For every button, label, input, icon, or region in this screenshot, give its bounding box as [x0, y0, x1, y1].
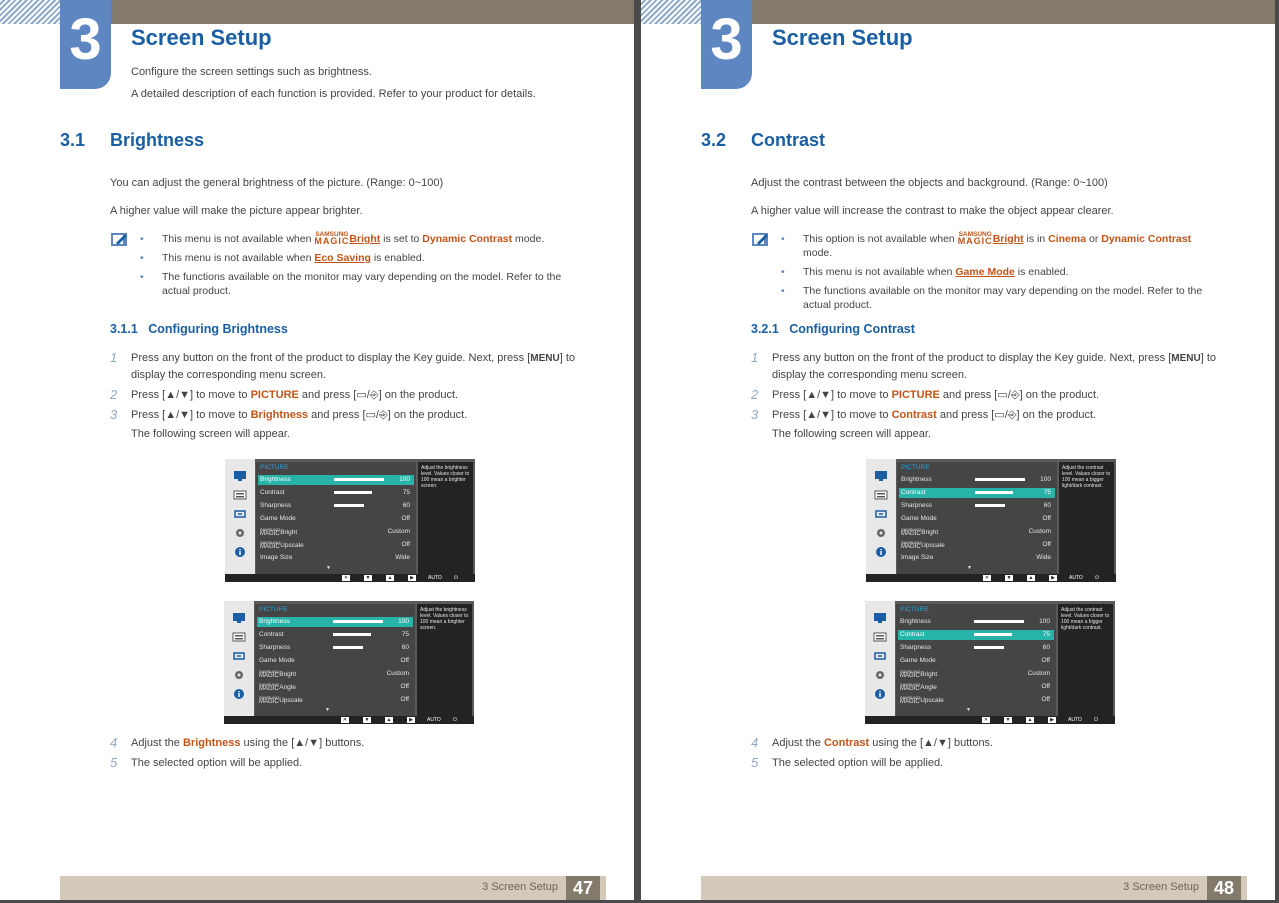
- osd-row-label: [259, 683, 296, 691]
- page-footer: [60, 876, 606, 900]
- osd-row-value: Off: [401, 515, 410, 522]
- osd-key-guide: [225, 574, 475, 582]
- osd-level-bar: [974, 633, 1012, 636]
- osd-row-label: [259, 696, 303, 704]
- samsung-magic-logo: [901, 528, 921, 536]
- osd-row-value: Wide: [1036, 554, 1051, 561]
- osd-row-value: 100: [1039, 618, 1050, 625]
- samsung-magic-logo: [900, 683, 920, 691]
- osd-row-label: [900, 631, 925, 638]
- hatch-pattern: [0, 0, 60, 24]
- display-settings-icon: [232, 632, 246, 642]
- info-icon: [232, 689, 246, 699]
- monitor-icon: [232, 613, 246, 623]
- osd-row-value: Off: [1041, 696, 1050, 703]
- osd-key-guide-button: ▶: [1049, 575, 1057, 581]
- osd-icon-column: [866, 459, 896, 574]
- osd-scroll-arrow: ▼: [966, 707, 971, 713]
- osd-row-label: [900, 657, 936, 664]
- note-item-3: • The functions available on the monitor may vary depending on the model. Refer to the actual product.: [140, 271, 562, 297]
- osd-menu-row: [258, 488, 414, 498]
- osd-row-label: [259, 644, 290, 651]
- osd-row-label: [901, 554, 934, 561]
- note-list: [140, 232, 580, 303]
- osd-row-label-text: Contrast: [260, 489, 285, 496]
- magic-logo-small: SAMSUNG: [900, 669, 921, 674]
- magic-logo-small: SAMSUNG: [260, 527, 281, 532]
- osd-row-label: [901, 541, 945, 549]
- note-term: Dynamic Contrast: [422, 233, 513, 245]
- osd-row-value: Off: [400, 683, 409, 690]
- osd-row-value: 60: [402, 502, 410, 509]
- hatch-pattern: [641, 0, 701, 24]
- gear-icon: [874, 528, 888, 538]
- osd-icon-column: [224, 601, 254, 716]
- note-term: Cinema: [1048, 233, 1087, 245]
- osd-row-label: [260, 489, 285, 496]
- osd-row-label-text: Brightness: [259, 618, 290, 625]
- note-link[interactable]: Eco Saving: [314, 252, 371, 264]
- osd-menu-screenshot: [224, 601, 474, 724]
- osd-row-label: [259, 631, 284, 638]
- osd-row-label: [260, 528, 297, 536]
- osd-row-value: 60: [1043, 502, 1051, 509]
- magic-logo-big: MAGIC: [260, 544, 280, 550]
- input-source-icon: [233, 509, 247, 519]
- chapter-number: 3: [60, 0, 111, 89]
- osd-row-label: [260, 476, 291, 483]
- magic-logo-small: SAMSUNG: [900, 682, 921, 687]
- note-item-2: • This menu is not available when Eco Saving is enabled.: [140, 252, 425, 264]
- osd-help-text: Adjust the contrast level. Values closer to 100 mean a bigger light/dark contrast.: [1058, 604, 1113, 716]
- osd-row-value: 60: [401, 644, 409, 651]
- osd-row-label: [260, 515, 296, 522]
- osd-level-bar: [333, 646, 363, 649]
- osd-row-value: 100: [399, 476, 410, 483]
- osd-menu-screenshot: [866, 459, 1116, 582]
- magic-logo-small: SAMSUNG: [958, 231, 992, 238]
- note-text: is set to: [380, 233, 423, 245]
- section-title: Brightness: [110, 130, 205, 150]
- osd-key-guide-button: ▼: [364, 717, 370, 723]
- magic-logo-big: MAGIC: [259, 699, 279, 705]
- magic-logo-big: MAGIC: [259, 673, 279, 679]
- osd-menu-row: [898, 695, 1054, 705]
- osd-menu-header: PICTURE: [260, 464, 289, 471]
- osd-key-guide-button: ▶: [407, 717, 415, 723]
- section-paragraph-2: A higher value will increase the contrast to make the object appear clearer.: [751, 205, 1114, 217]
- osd-key-guide-button: ▼: [365, 575, 371, 581]
- osd-row-value: 100: [398, 618, 409, 625]
- osd-key-guide: [224, 716, 474, 724]
- osd-menu-row: [257, 695, 413, 705]
- osd-row-value: 75: [402, 489, 410, 496]
- osd-row-label-text: Contrast: [259, 631, 284, 638]
- osd-row-value: Custom: [386, 670, 409, 677]
- osd-auto-label: AUTO: [428, 575, 442, 581]
- osd-row-label-text: Image Size: [901, 554, 934, 561]
- info-icon: [874, 547, 888, 557]
- osd-menu-row: [899, 501, 1055, 511]
- samsung-magic-logo: [900, 670, 920, 678]
- osd-help-text: Adjust the brightness level. Values closer to 100 mean a brighter screen.: [417, 604, 472, 716]
- osd-menu-row: [258, 553, 414, 563]
- osd-menu-list: [897, 462, 1057, 574]
- samsung-magic-logo: [958, 232, 993, 246]
- osd-key-guide-button: ✕: [983, 717, 989, 723]
- note-term: Dynamic Contrast: [1101, 233, 1192, 245]
- osd-row-value: Off: [1041, 657, 1050, 664]
- osd-row-label-text: Sharpness: [259, 644, 291, 651]
- osd-row-value: Wide: [395, 554, 410, 561]
- osd-row-value: Off: [401, 541, 410, 548]
- osd-menu-row: [257, 643, 413, 653]
- section-paragraph-2: A higher value will make the picture appear brighter.: [110, 205, 363, 217]
- power-icon: ⏻: [454, 575, 458, 581]
- note-text: is in: [1023, 233, 1049, 245]
- osd-row-label-text: Bright: [921, 529, 939, 536]
- osd-menu-row: [899, 514, 1055, 524]
- osd-row-label: [260, 541, 304, 549]
- note-link[interactable]: Game Mode: [955, 266, 1015, 278]
- section-paragraph-1: You can adjust the general brightness of the picture. (Range: 0~100): [110, 177, 444, 189]
- intro-line-2: A detailed description of each function is provided. Refer to your product for details.: [131, 88, 536, 100]
- osd-menu-row: [899, 553, 1055, 563]
- gear-icon: [232, 670, 246, 680]
- osd-menu-screenshot: [865, 601, 1115, 724]
- osd-row-label: [260, 554, 293, 561]
- osd-row-value: 60: [1042, 644, 1050, 651]
- intro-line-1: Configure the screen settings such as brightness.: [131, 66, 372, 78]
- note-text: mode.: [512, 233, 545, 245]
- osd-row-label: [900, 618, 931, 625]
- osd-menu-screenshot: [225, 459, 475, 582]
- note-link[interactable]: Bright: [349, 233, 381, 245]
- osd-row-value: 75: [1042, 631, 1050, 638]
- input-source-icon: [873, 651, 887, 661]
- osd-level-bar: [975, 478, 1025, 481]
- note-link[interactable]: Bright: [992, 233, 1024, 245]
- osd-row-label: [901, 476, 932, 483]
- osd-key-guide-button: ✕: [343, 575, 349, 581]
- osd-menu-row: [898, 669, 1054, 679]
- osd-menu-header: PICTURE: [900, 606, 929, 613]
- manual-page: 3 Screen Setup 3.2 Contrast Adjust the contrast between the objects and background. (Range: 0~100) A higher value will increase the contrast to make the object appear clearer. • This option is not available when SAMSUNG MAGICBright is in Cinema or Dynamic Contrast mode. • This menu is not available when Game Mode is enabled. • The functions available on the monitor may vary depending on the model. Refer to the actual product. 3.2.1 Configuring Contrast 1 Press any button on the front of the product to display the Key guide. Next, press [MENU] to display the corresponding menu screen. 2 Press [▲/▼] to move to PICTURE and press [▭/⎆] on the product. 3 Press [▲/▼] to move to Contrast and press [▭/⎆] on the product. The following screen will appear. PICTURE Brightness 100 Contrast 75 Sharpness 60 Game Mode Off SAMSUNG MAGICBright Custom SAMSUNG MAGICUpscale Off Image Size Wide ▼ Adjust the contrast level. Values closer to 100 mean a bigger light/dark contrast. ✕ ▼ ▲ ▶ AUTO ⏻ PICTURE Brightness 100 Contrast 75 Sharpness 60 Game Mode Off SAMSUNG MAGICBright Custom SAMSUNG MAGICAngle Off SAMSUNG MAGICUpscale Off ▼ Adjust the contrast level. Values closer to 100 mean a bigger light/dark contrast. ✕ ▼ ▲ ▶ AUTO ⏻ 4 Adjust the Contrast using the [▲/▼] buttons. 5 The selected option will be applied. 3 Screen Setup 48: [641, 0, 1275, 900]
- osd-icon-column: [225, 459, 255, 574]
- osd-level-bar: [334, 504, 364, 507]
- samsung-magic-logo: [314, 232, 349, 246]
- osd-key-guide-button: ▼: [1006, 575, 1012, 581]
- chapter-title: Screen Setup: [772, 25, 913, 50]
- osd-row-label: [259, 670, 296, 678]
- osd-row-label-text: Game Mode: [260, 515, 296, 522]
- osd-key-guide-button: ✕: [984, 575, 990, 581]
- magic-logo-big: MAGIC: [259, 686, 279, 692]
- footer-chapter-text: 3 Screen Setup: [482, 881, 558, 893]
- note-pencil-icon: [751, 232, 769, 247]
- monitor-icon: [233, 471, 247, 481]
- osd-row-label-text: Brightness: [260, 476, 291, 483]
- osd-menu-row: [258, 527, 414, 537]
- page-number: 48: [1207, 876, 1241, 900]
- monitor-icon: [873, 613, 887, 623]
- osd-row-value: Off: [1041, 683, 1050, 690]
- osd-row-label: [901, 502, 932, 509]
- osd-key-guide-button: ▲: [1028, 575, 1034, 581]
- osd-row-label-text: Bright: [920, 671, 938, 678]
- osd-row-value: Off: [400, 696, 409, 703]
- osd-level-bar: [974, 620, 1024, 623]
- note-item-1: • This menu is not available when SAMSUNG MAGICBright is set to Dynamic Contrast mode.: [140, 231, 545, 246]
- osd-menu-row: [899, 540, 1055, 550]
- osd-auto-label: AUTO: [1068, 717, 1082, 723]
- power-icon: ⏻: [453, 717, 457, 723]
- osd-row-label: [901, 489, 926, 496]
- osd-row-label-text: Brightness: [901, 476, 932, 483]
- magic-logo-small: SAMSUNG: [259, 695, 280, 700]
- osd-row-label: [900, 644, 931, 651]
- manual-page: 3 Screen Setup Configure the screen settings such as brightness. A detailed description of each function is provided. Refer to your product for details. 3.1 Brightness You can adjust the general brightness of the picture. (Range: 0~100) A higher value will make the picture appear brighter. • This menu is not available when SAMSUNG MAGICBright is set to Dynamic Contrast mode. • This menu is not available when Eco Saving is enabled. • The functions available on the monitor may vary depending on the model. Refer to the actual product. 3.1.1 Configuring Brightness 1 Press any button on the front of the product to display the Key guide. Next, press [MENU] to display the corresponding menu screen. 2 Press [▲/▼] to move to PICTURE and press [▭/⎆] on the product. 3 Press [▲/▼] to move to Brightness and press [▭/⎆] on the product. The following screen will appear. PICTURE Brightness 100 Contrast 75 Sharpness 60 Game Mode Off SAMSUNG MAGICBright Custom SAMSUNG MAGICUpscale Off Image Size Wide ▼ Adjust the brightness level. Values closer to 100 mean a brighter screen. ✕ ▼ ▲ ▶ AUTO ⏻ PICTURE Brightness 100 Contrast 75 Sharpness 60 Game Mode Off SAMSUNG MAGICBright Custom SAMSUNG MAGICAngle Off SAMSUNG MAGICUpscale Off ▼ Adjust the brightness level. Values closer to 100 mean a brighter screen. ✕ ▼ ▲ ▶ AUTO ⏻ 4 Adjust the Brightness using the [▲/▼] buttons. 5 The selected option will be applied. 3 Screen Setup 47: [0, 0, 634, 900]
- osd-row-label: [260, 502, 291, 509]
- magic-logo-big: MAGIC: [900, 699, 920, 705]
- osd-key-guide: [865, 716, 1115, 724]
- osd-level-bar: [333, 633, 371, 636]
- osd-row-value: Custom: [1028, 528, 1051, 535]
- osd-row-label-text: Upscale: [921, 542, 945, 549]
- osd-row-label-text: Sharpness: [900, 644, 932, 651]
- osd-menu-header: PICTURE: [259, 606, 288, 613]
- osd-menu-row: [257, 630, 413, 640]
- osd-key-guide-button: ✕: [342, 717, 348, 723]
- osd-level-bar: [974, 646, 1004, 649]
- osd-level-bar: [975, 504, 1005, 507]
- osd-key-guide-button: ▼: [1005, 717, 1011, 723]
- magic-logo-big: MAGIC: [900, 686, 920, 692]
- osd-auto-label: AUTO: [427, 717, 441, 723]
- osd-menu-row: [898, 656, 1054, 666]
- info-icon: [233, 547, 247, 557]
- osd-menu-row: [258, 501, 414, 511]
- osd-menu-row: [899, 488, 1055, 498]
- samsung-magic-logo: [260, 528, 280, 536]
- osd-scroll-arrow: ▼: [967, 565, 972, 571]
- osd-key-guide-button: ▶: [408, 575, 416, 581]
- samsung-magic-logo: [259, 670, 279, 678]
- section-number: 3.2: [701, 130, 727, 150]
- osd-menu-row: [898, 630, 1054, 640]
- section-number: 3.1: [60, 130, 86, 150]
- osd-level-bar: [333, 620, 383, 623]
- section-paragraph-1: Adjust the contrast between the objects and background. (Range: 0~100): [751, 177, 1108, 189]
- samsung-magic-logo: [260, 541, 280, 549]
- note-list: [781, 232, 1221, 317]
- osd-help-text: Adjust the brightness level. Values closer to 100 mean a brighter screen.: [418, 462, 473, 574]
- magic-logo-small: SAMSUNG: [259, 669, 280, 674]
- note-text: This menu is not available when: [162, 233, 315, 245]
- osd-row-label: [901, 515, 937, 522]
- osd-menu-header: PICTURE: [901, 464, 930, 471]
- osd-menu-row: [257, 669, 413, 679]
- magic-logo-big: MAGIC: [957, 236, 993, 246]
- magic-logo-big: MAGIC: [260, 531, 280, 537]
- osd-menu-row: [899, 527, 1055, 537]
- section-title: Contrast: [751, 130, 826, 150]
- note-pencil-icon: [110, 232, 128, 247]
- osd-menu-row: [899, 475, 1055, 485]
- osd-row-value: 100: [1040, 476, 1051, 483]
- note-item-1: • This option is not available when SAMSUNG MAGICBright is in Cinema or Dynamic Contrast mode.: [781, 231, 1192, 259]
- subsection-title: 3.1.1 Configuring Brightness: [110, 322, 288, 336]
- power-icon: ⏻: [1095, 575, 1099, 581]
- note-text: or: [1086, 233, 1102, 245]
- osd-row-label: [900, 683, 937, 691]
- samsung-magic-logo: [259, 696, 279, 704]
- osd-key-guide-button: ▲: [1027, 717, 1033, 723]
- samsung-magic-logo: [901, 541, 921, 549]
- magic-logo-small: SAMSUNG: [259, 682, 280, 687]
- osd-menu-row: [898, 682, 1054, 692]
- chapter-title: Screen Setup: [131, 25, 272, 50]
- osd-row-value: Off: [400, 657, 409, 664]
- gear-icon: [873, 670, 887, 680]
- osd-row-value: 75: [1043, 489, 1051, 496]
- osd-menu-row: [898, 643, 1054, 653]
- osd-row-label: [900, 696, 944, 704]
- input-source-icon: [232, 651, 246, 661]
- osd-menu-row: [257, 656, 413, 666]
- osd-row-value: Off: [1042, 541, 1051, 548]
- magic-logo-big: MAGIC: [901, 544, 921, 550]
- osd-menu-row: [257, 617, 413, 627]
- magic-logo-big: MAGIC: [900, 673, 920, 679]
- magic-logo-small: SAMSUNG: [260, 540, 281, 545]
- magic-logo-big: MAGIC: [901, 531, 921, 537]
- osd-menu-list: [896, 604, 1056, 716]
- osd-key-guide-button: ▶: [1048, 717, 1056, 723]
- osd-row-label-text: Contrast: [901, 489, 926, 496]
- magic-logo-small: SAMSUNG: [315, 231, 349, 238]
- osd-menu-row: [258, 514, 414, 524]
- magic-logo-big: MAGIC: [314, 236, 350, 246]
- osd-row-value: Custom: [1027, 670, 1050, 677]
- osd-level-bar: [334, 491, 372, 494]
- power-icon: ⏻: [1094, 717, 1098, 723]
- osd-row-label: [259, 657, 295, 664]
- input-source-icon: [874, 509, 888, 519]
- osd-row-value: Off: [1042, 515, 1051, 522]
- osd-row-label: [259, 618, 290, 625]
- osd-row-label-text: Game Mode: [901, 515, 937, 522]
- osd-level-bar: [975, 491, 1013, 494]
- osd-row-label-text: Image Size: [260, 554, 293, 561]
- osd-row-label-text: Brightness: [900, 618, 931, 625]
- gear-icon: [233, 528, 247, 538]
- osd-menu-row: [258, 540, 414, 550]
- osd-row-label: [901, 528, 938, 536]
- osd-menu-list: [256, 462, 416, 574]
- note-text: mode.: [803, 247, 833, 259]
- samsung-magic-logo: [259, 683, 279, 691]
- osd-menu-row: [898, 617, 1054, 627]
- monitor-icon: [874, 471, 888, 481]
- note-item-2: • This menu is not available when Game Mode is enabled.: [781, 266, 1069, 278]
- magic-logo-small: SAMSUNG: [901, 540, 922, 545]
- osd-menu-row: [258, 475, 414, 485]
- page-footer: [701, 876, 1247, 900]
- osd-icon-column: [865, 601, 895, 716]
- chapter-number: 3: [701, 0, 752, 89]
- note-text: This option is not available when: [803, 233, 958, 245]
- osd-level-bar: [334, 478, 384, 481]
- osd-scroll-arrow: ▼: [326, 565, 331, 571]
- osd-row-label: [900, 670, 937, 678]
- magic-logo-small: SAMSUNG: [900, 695, 921, 700]
- osd-row-label-text: Game Mode: [259, 657, 295, 664]
- note-item-3: • The functions available on the monitor may vary depending on the model. Refer to the actual product.: [781, 285, 1203, 311]
- footer-chapter-text: 3 Screen Setup: [1123, 881, 1199, 893]
- osd-menu-list: [255, 604, 415, 716]
- osd-row-label-text: Angle: [920, 684, 937, 691]
- osd-row-label-text: Sharpness: [901, 502, 933, 509]
- osd-row-label-text: Upscale: [280, 542, 304, 549]
- osd-key-guide-button: ▲: [386, 717, 392, 723]
- info-icon: [873, 689, 887, 699]
- osd-row-label-text: Sharpness: [260, 502, 292, 509]
- osd-row-label-text: Angle: [279, 684, 296, 691]
- osd-row-label-text: Upscale: [279, 697, 303, 704]
- page-number: 47: [566, 876, 600, 900]
- osd-row-label-text: Bright: [280, 529, 298, 536]
- osd-row-label-text: Game Mode: [900, 657, 936, 664]
- osd-scroll-arrow: ▼: [325, 707, 330, 713]
- display-settings-icon: [873, 632, 887, 642]
- osd-row-label-text: Contrast: [900, 631, 925, 638]
- osd-key-guide-button: ▲: [387, 575, 393, 581]
- osd-row-label-text: Bright: [279, 671, 297, 678]
- osd-menu-row: [257, 682, 413, 692]
- magic-logo-small: SAMSUNG: [901, 527, 922, 532]
- osd-auto-label: AUTO: [1069, 575, 1083, 581]
- osd-key-guide: [866, 574, 1116, 582]
- osd-row-value: Custom: [387, 528, 410, 535]
- osd-row-label-text: Upscale: [920, 697, 944, 704]
- osd-help-text: Adjust the contrast level. Values closer to 100 mean a bigger light/dark contrast.: [1059, 462, 1114, 574]
- osd-row-value: 75: [401, 631, 409, 638]
- display-settings-icon: [874, 490, 888, 500]
- subsection-title: 3.2.1 Configuring Contrast: [751, 322, 915, 336]
- samsung-magic-logo: [900, 696, 920, 704]
- display-settings-icon: [233, 490, 247, 500]
